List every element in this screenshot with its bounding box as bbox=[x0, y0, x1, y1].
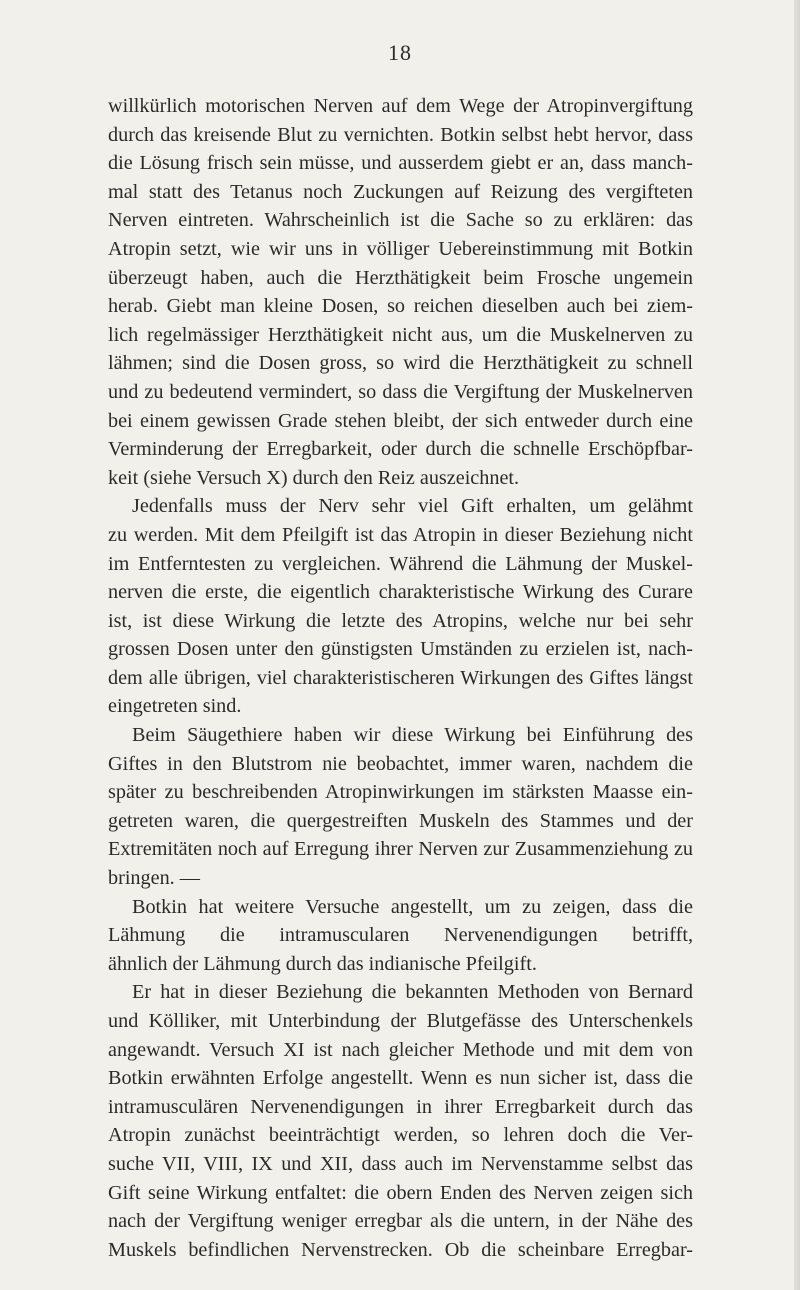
text-line: Atropin setzt, wie wir uns in völliger Uebereinstimmung mit Botkin bbox=[108, 237, 693, 260]
text-line: grossen Dosen unter den günstigsten Umständen zu erzielen ist, nach- bbox=[108, 638, 693, 661]
text-line: ist, ist diese Wirkung die letzte des Atropins, welche nur bei sehr bbox=[108, 609, 693, 632]
text-line: nach der Vergiftung weniger erregbar als die untern, in der Nähe des bbox=[108, 1210, 693, 1233]
text-line: Jedenfalls muss der Nerv sehr viel Gift erhalten, um gelähmt bbox=[132, 495, 693, 518]
text-line: Giftes in den Blutstrom nie beobachtet, immer waren, nachdem die bbox=[108, 752, 693, 775]
text-line: lähmen; sind die Dosen gross, so wird die Herzthätigkeit zu schnell bbox=[108, 352, 693, 375]
text-line: mal statt des Tetanus noch Zuckungen auf Reizung des vergifteten bbox=[108, 180, 693, 203]
text-line: und zu bedeutend vermindert, so dass die Vergiftung der Muskelnerven bbox=[108, 380, 693, 403]
text-line: Er hat in dieser Beziehung die bekannten Methoden von Bernard bbox=[132, 981, 693, 1004]
text-line: Beim Säugethiere haben wir diese Wirkung bei Einführung des bbox=[132, 724, 693, 747]
text-line: nerven die erste, die eigentlich charakteristische Wirkung des Curare bbox=[108, 581, 693, 604]
text-line: bei einem gewissen Grade stehen bleibt, der sich entweder durch eine bbox=[108, 409, 693, 432]
text-line: Muskels befindlichen Nervenstrecken. Ob die scheinbare Erregbar- bbox=[108, 1238, 693, 1261]
page-edge bbox=[794, 0, 800, 1290]
text-line: Atropin zunächst beeinträchtigt werden, so lehren doch die Ver- bbox=[108, 1124, 693, 1147]
text-line: Lähmung die intramuscularen Nervenendigungen betrifft, bbox=[108, 924, 693, 947]
text-line: zu werden. Mit dem Pfeilgift ist das Atropin in dieser Beziehung nicht bbox=[108, 523, 693, 546]
text-line: die Lösung frisch sein müsse, und ausserdem giebt er an, dass manch- bbox=[108, 152, 693, 175]
text-line: eingetreten sind. bbox=[108, 695, 242, 718]
text-line: Extremitäten noch auf Erregung ihrer Nerven zur Zusammenziehung zu bbox=[108, 838, 693, 861]
text-line: angewandt. Versuch XI ist nach gleicher Methode und mit dem von bbox=[108, 1038, 693, 1061]
text-line: überzeugt haben, auch die Herzthätigkeit beim Frosche ungemein bbox=[108, 266, 693, 289]
text-line: im Entferntesten zu vergleichen. Während die Lähmung der Muskel- bbox=[108, 552, 693, 575]
text-line: später zu beschreibenden Atropinwirkungen im stärksten Maasse ein- bbox=[108, 781, 693, 804]
text-line: keit (siehe Versuch X) durch den Reiz auszeichnet. bbox=[108, 466, 520, 489]
text-line: lich regelmässiger Herzthätigkeit nicht aus, um die Muskelnerven zu bbox=[108, 323, 693, 346]
text-line: intramusculären Nervenendigungen in ihrer Erregbarkeit durch das bbox=[108, 1095, 693, 1118]
text-line: herab. Giebt man kleine Dosen, so reichen dieselben auch bei ziem- bbox=[108, 295, 693, 318]
text-line: bringen. — bbox=[108, 867, 200, 890]
text-line: suche VII, VIII, IX und XII, dass auch im Nervenstamme selbst das bbox=[108, 1152, 693, 1175]
text-line: willkürlich motorischen Nerven auf dem Wege der Atropinvergiftung bbox=[108, 95, 693, 117]
text-line: Verminderung der Erregbarkeit, oder durch die schnelle Erschöpfbar- bbox=[108, 438, 693, 461]
text-line: ähnlich der Lähmung durch das indianische Pfeilgift. bbox=[108, 952, 537, 975]
text-line: und Kölliker, mit Unterbindung der Blutgefässe des Unterschenkels bbox=[108, 1010, 693, 1032]
text-line: durch das kreisende Blut zu vernichten. Botkin selbst hebt hervor, dass bbox=[108, 123, 693, 146]
text-line: Gift seine Wirkung entfaltet: die obern Enden des Nerven zeigen sich bbox=[108, 1181, 693, 1204]
text-line: dem alle übrigen, viel charakteristischeren Wirkungen des Giftes längst bbox=[108, 666, 693, 689]
text-line: Botkin hat weitere Versuche angestellt, um zu zeigen, dass die bbox=[132, 895, 693, 918]
text-line: Botkin erwähnten Erfolge angestellt. Wenn es nun sicher ist, dass die bbox=[108, 1067, 693, 1090]
page-number: 18 bbox=[388, 40, 412, 65]
text-line: Nerven eintreten. Wahrscheinlich ist die Sache so zu erklären: das bbox=[108, 209, 693, 232]
text-line: getreten waren, die quergestreiften Muskeln des Stammes und der bbox=[108, 809, 693, 832]
body-text bbox=[108, 92, 693, 1264]
